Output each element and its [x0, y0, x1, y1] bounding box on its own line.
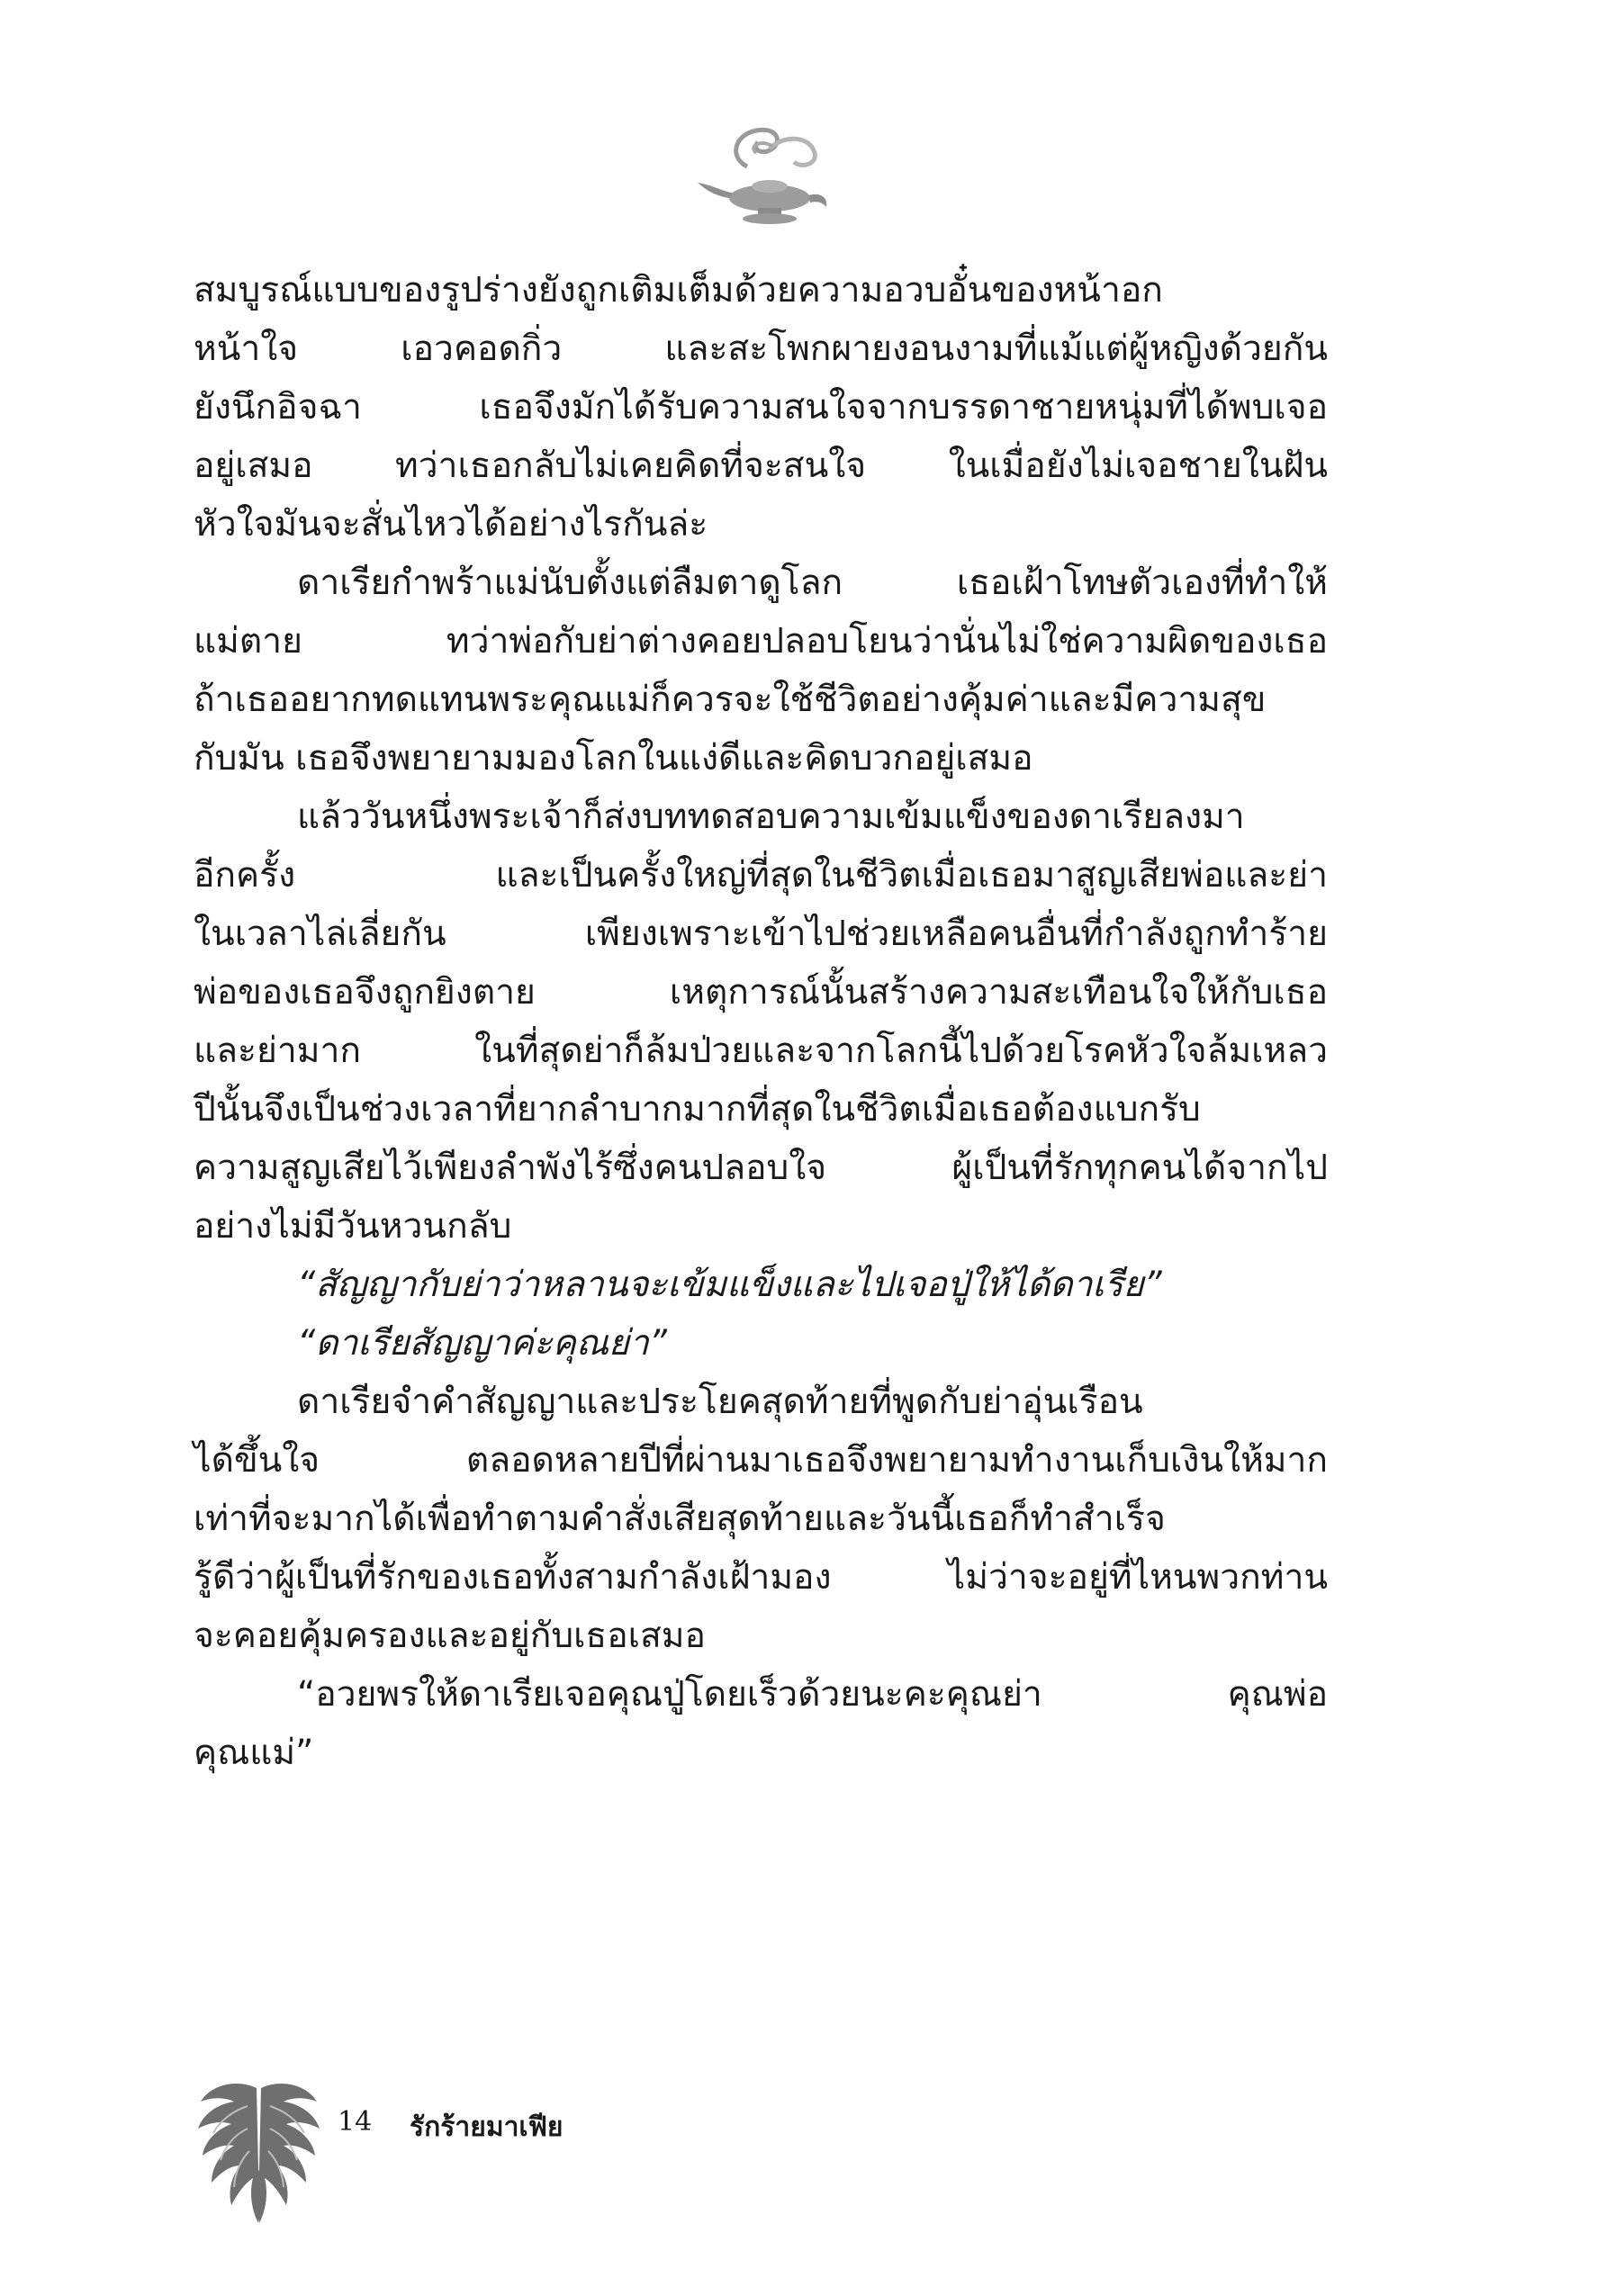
dialogue-line: คุณแม่” — [194, 1733, 314, 1773]
page-footer — [194, 2070, 824, 2250]
text-line: เท่าที่จะมากได้เพื่อทำตามคำสั่งเสียสุดท้ายและวันนี้เธอก็ทำสำเร็จ — [194, 1499, 1166, 1539]
text-line: อีกครั้ง และเป็นครั้งใหญ่ที่สุดในชีวิตเมื่อเธอมาสูญเสียพ่อและย่า — [194, 855, 1328, 896]
text-line: ยังนึกอิจฉา เธอจึงมักได้รับความสนใจจากบรรดาชายหนุ่มที่ได้พบเจอ — [194, 387, 1328, 428]
text-line: และย่ามาก ในที่สุดย่าก็ล้มป่วยและจากโลกนี้ไปด้วยโรคหัวใจล้มเหลว — [194, 1031, 1328, 1071]
text-line: หน้าใจ เอวคอดกิ่ว และสะโพกผายงอนงามที่แม้แต่ผู้หญิงด้วยกัน — [194, 329, 1328, 369]
text-line: อย่างไม่มีวันหวนกลับ — [194, 1206, 512, 1247]
text-line: กับมัน เธอจึงพยายามมองโลกในแง่ดีและคิดบวกอยู่เสมอ — [194, 738, 1033, 779]
text-line: จะคอยคุ้มครองและอยู่กับเธอเสมอ — [194, 1616, 706, 1656]
text-line: รู้ดีว่าผู้เป็นที่รักของเธอทั้งสามกำลังเฝ้ามอง ไม่ว่าจะอยู่ที่ไหนพวกท่าน — [194, 1557, 1328, 1598]
text-line: ความสูญเสียไว้เพียงลำพังไร้ซึ่งคนปลอบใจ ผู้เป็นที่รักทุกคนได้จากไป — [194, 1148, 1328, 1188]
text-line: ปีนั้นจึงเป็นช่วงเวลาที่ยากลำบากมากที่สุดในชีวิตเมื่อเธอต้องแบกรับ — [194, 1089, 1201, 1130]
text-line: อยู่เสมอ ทว่าเธอกลับไม่เคยคิดที่จะสนใจ ในเมื่อยังไม่เจอชายในฝัน — [194, 446, 1328, 486]
angel-wings-icon — [194, 2070, 324, 2241]
text-line: ในเวลาไล่เลี่ยกัน เพียงเพราะเข้าไปช่วยเหลือคนอื่นที่กำลังถูกทำร้าย — [194, 914, 1328, 954]
dialogue-line: “สัญญากับย่าว่าหลานจะเข้มแข็งและไปเจอปู่ให้ได้ดาเรีย” — [297, 1265, 1162, 1305]
text-line: แล้ววันหนึ่งพระเจ้าก็ส่งบททดสอบความเข้มแข็งของดาเรียลงมา — [297, 797, 1245, 837]
text-line: ถ้าเธออยากทดแทนพระคุณแม่ก็ควรจะใช้ชีวิตอย่างคุ้มค่าและมีความสุข — [194, 680, 1267, 720]
text-line: ดาเรียกำพร้าแม่นับตั้งแต่ลืมตาดูโลก เธอเฝ้าโทษตัวเองที่ทำให้ — [297, 563, 1328, 603]
page-number: 14 — [338, 2106, 373, 2138]
text-line: แม่ตาย ทว่าพ่อกับย่าต่างคอยปลอบโยนว่านั่นไม่ใช่ความผิดของเธอ — [194, 621, 1328, 662]
text-line: หัวใจมันจะสั่นไหวได้อย่างไรกันล่ะ — [194, 504, 708, 545]
text-line: สมบูรณ์แบบของรูปร่างยังถูกเติมเต็มด้วยความอวบอั๋นของหน้าอก — [194, 270, 1163, 311]
body-text — [194, 261, 1328, 1782]
book-title: รักร้ายมาเฟีย — [410, 2111, 564, 2143]
dialogue-line: “ดาเรียสัญญาค่ะคุณย่า” — [297, 1323, 667, 1364]
text-line: พ่อของเธอจึงถูกยิงตาย เหตุการณ์นั้นสร้างความสะเทือนใจให้กับเธอ — [194, 972, 1328, 1013]
text-line: ดาเรียจำคำสัญญาและประโยคสุดท้ายที่พูดกับย่าอุ่นเรือน — [297, 1382, 1143, 1422]
genie-lamp-icon — [693, 113, 837, 230]
dialogue-line: “อวยพรให้ดาเรียเจอคุณปู่โดยเร็วด้วยนะคะคุณย่า คุณพ่อ — [297, 1674, 1328, 1715]
text-line: ได้ขึ้นใจ ตลอดหลายปีที่ผ่านมาเธอจึงพยายามทำงานเก็บเงินให้มาก — [194, 1440, 1328, 1481]
